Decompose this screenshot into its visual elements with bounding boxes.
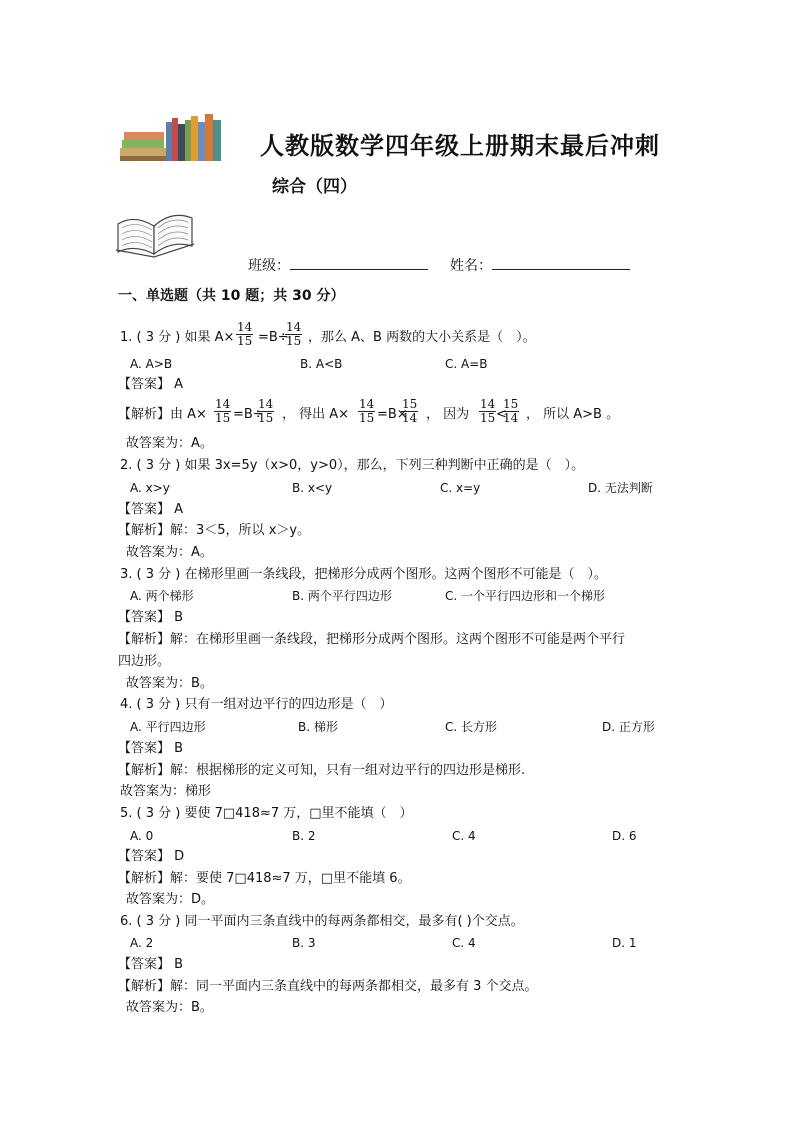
q6-option-b[interactable]: B. 3 (292, 936, 316, 950)
q6-answer: 【答案】 B (118, 957, 184, 972)
q4-analysis: 【解析】解：根据梯形的定义可知，只有一组对边平行的四边形是梯形. (118, 763, 526, 778)
q1-analysis-b: =B÷ (233, 407, 264, 422)
q1-stem-a: 1. ( 3 分 ) 如果 A× (120, 330, 235, 345)
q4-stem: 4. ( 3 分 ) 只有一组对边平行的四边形是（ ） (120, 697, 393, 712)
class-label: 班级： (248, 258, 290, 274)
page-title: 人教版数学四年级上册期末最后冲刺 (260, 131, 660, 160)
q6-option-d[interactable]: D. 1 (612, 936, 637, 950)
page-subtitle: 综合（四） (272, 177, 357, 197)
q2-option-a[interactable]: A. x>y (130, 481, 170, 495)
q6-option-c[interactable]: C. 4 (452, 936, 476, 950)
q1-option-b[interactable]: B. A<B (300, 357, 343, 371)
q4-option-b[interactable]: B. 梯形 (298, 720, 338, 734)
q1-analysis-g: ， 所以 A>B 。 (526, 407, 620, 422)
q4-option-a[interactable]: A. 平行四边形 (130, 720, 206, 734)
open-book-icon (114, 204, 196, 258)
q3-stem: 3. ( 3 分 ) 在梯形里画一条线段，把梯形分成两个图形。这两个图形不可能是（ ）。 (120, 567, 607, 582)
q1-analysis-f: < (496, 407, 507, 422)
q6-conclusion: 故答案为：B。 (126, 1000, 213, 1015)
q3-option-b[interactable]: B. 两个平行四边形 (292, 589, 392, 603)
books-illustration-icon (120, 112, 222, 162)
q3-option-a[interactable]: A. 两个梯形 (130, 589, 194, 603)
section-heading: 一、单选题（共 10 题；共 30 分） (118, 288, 345, 304)
q5-option-d[interactable]: D. 6 (612, 829, 637, 843)
q5-option-c[interactable]: C. 4 (452, 829, 476, 843)
q4-option-d[interactable]: D. 正方形 (602, 720, 655, 734)
q4-conclusion: 故答案为：梯形 (120, 784, 212, 799)
q1-answer (118, 377, 183, 393)
q4-answer: 【答案】 B (118, 741, 184, 756)
q1-analysis-a: 【解析】由 A× (118, 407, 207, 422)
q1-analysis-e: ， 因为 (426, 407, 470, 422)
q5-option-b[interactable]: B. 2 (292, 829, 316, 843)
q1-stem-fraction-2: $\frac{14}{15}$ (286, 320, 302, 348)
q1-analysis-d: =B× (377, 407, 408, 422)
q3-analysis-line-2: 四边形。 (118, 654, 171, 669)
q2-stem: 2. ( 3 分 ) 如果 3x=5y（x>0，y>0），那么，下列三种判断中正确的是（ ）。 (120, 458, 585, 473)
q1-analysis-fraction-2: $\frac{14}{15}$ (258, 397, 274, 425)
q1-conclusion: 故答案为：A。 (126, 436, 213, 451)
class-blank[interactable] (290, 257, 428, 270)
q1-stem-c: ，那么 A、B 两数的大小关系是（ ）。 (308, 330, 536, 345)
q2-answer: 【答案】 A (118, 502, 184, 517)
q5-analysis: 【解析】解：要使 7□418≈7 万，□里不能填 6。 (118, 871, 411, 886)
q3-option-c[interactable]: C. 一个平行四边形和一个梯形 (445, 589, 606, 603)
name-blank[interactable] (492, 257, 630, 270)
q3-answer: 【答案】 B (118, 610, 184, 625)
q2-option-d[interactable]: D. 无法判断 (588, 481, 653, 495)
class-field (248, 257, 428, 275)
q2-option-c[interactable]: C. x=y (440, 481, 481, 495)
q3-analysis-line-1: 【解析】解：在梯形里画一条线段，把梯形分成两个图形。这两个图形不可能是两个平行 (118, 632, 626, 647)
q1-option-a[interactable]: A. A>B (130, 357, 173, 371)
q1-analysis-fraction-4: $\frac{15}{14}$ (402, 397, 418, 425)
q1-stem-fraction-1: $\frac{14}{15}$ (237, 320, 253, 348)
q2-analysis: 【解析】解：3＜5，所以 x＞y。 (118, 523, 311, 538)
q6-analysis: 【解析】解：同一平面内三条直线中的每两条都相交，最多有 3 个交点。 (118, 979, 538, 994)
q1-analysis-fraction-1: $\frac{14}{15}$ (215, 397, 231, 425)
q1-analysis-fraction-3: $\frac{14}{15}$ (359, 397, 375, 425)
q5-option-a[interactable]: A. 0 (130, 829, 154, 843)
q2-conclusion: 故答案为：A。 (126, 545, 213, 560)
q1-analysis-fraction-5: $\frac{14}{15}$ (480, 397, 496, 425)
q3-conclusion: 故答案为：B。 (126, 676, 213, 691)
name-field (450, 257, 630, 275)
q1-stem-b: =B÷ (258, 330, 289, 345)
q1-analysis-fraction-6: $\frac{15}{14}$ (503, 397, 519, 425)
q5-conclusion: 故答案为：D。 (126, 892, 215, 907)
q6-stem: 6. ( 3 分 ) 同一平面内三条直线中的每两条都相交，最多有( )个交点。 (120, 914, 524, 929)
name-label: 姓名： (450, 258, 492, 274)
q5-answer: 【答案】 D (118, 849, 185, 864)
q2-option-b[interactable]: B. x<y (292, 481, 333, 495)
q1-option-c[interactable]: C. A=B (445, 357, 488, 371)
q5-stem: 5. ( 3 分 ) 要使 7□418≈7 万，□里不能填（ ） (120, 806, 413, 821)
answer-value: A (174, 377, 184, 392)
analysis-label: 【解析】 (118, 407, 171, 422)
q4-option-c[interactable]: C. 长方形 (445, 720, 498, 734)
answer-label: 【答案】 (118, 377, 171, 392)
q1-analysis-c: ， 得出 A× (282, 407, 350, 422)
q6-option-a[interactable]: A. 2 (130, 936, 154, 950)
